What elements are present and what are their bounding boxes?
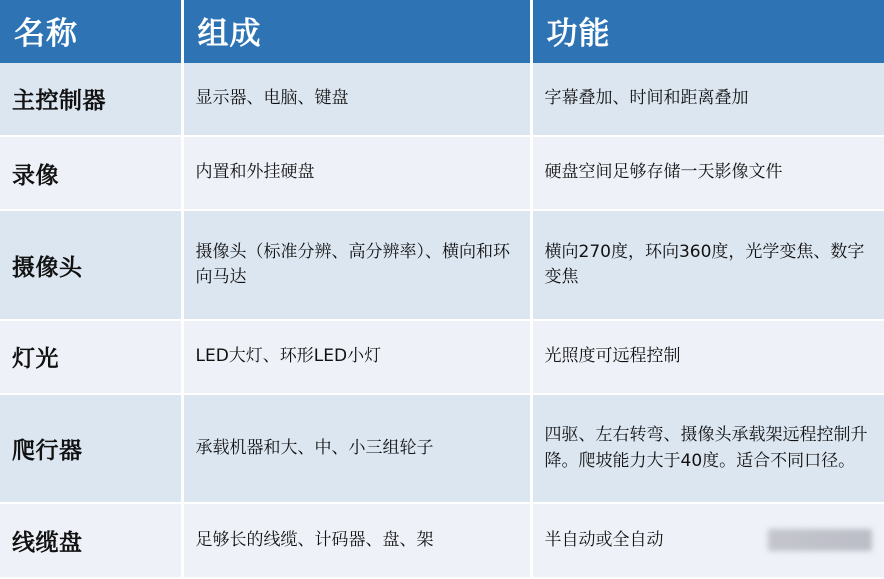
cell-function: 横向270度，环向360度，光学变焦、数字变焦 (531, 210, 884, 319)
table-row (0, 136, 884, 210)
table-row (0, 394, 884, 503)
cell-composition: 显示器、电脑、键盘 (182, 63, 531, 136)
cell-composition: 内置和外挂硬盘 (182, 136, 531, 210)
cell-name: 主控制器 (0, 63, 182, 136)
table-header (0, 0, 884, 63)
cell-name: 线缆盘 (0, 503, 182, 578)
table-body (0, 63, 884, 578)
table-row (0, 63, 884, 136)
cell-name: 灯光 (0, 320, 182, 394)
cell-composition: 摄像头（标准分辨、高分辨率）、横向和环向马达 (182, 210, 531, 319)
cell-function: 字幕叠加、时间和距离叠加 (531, 63, 884, 136)
column-header-name: 名称 (0, 0, 182, 63)
cell-function: 半自动或全自动 (531, 503, 884, 578)
column-header-function: 功能 (531, 0, 884, 63)
cell-composition: 足够长的线缆、计码器、盘、架 (182, 503, 531, 578)
cell-name: 录像 (0, 136, 182, 210)
cell-name: 摄像头 (0, 210, 182, 319)
cell-function: 四驱、左右转弯、摄像头承载架远程控制升降。爬坡能力大于40度。适合不同口径。 (531, 394, 884, 503)
cell-composition: 承载机器和大、中、小三组轮子 (182, 394, 531, 503)
cell-name: 爬行器 (0, 394, 182, 503)
cell-function: 光照度可远程控制 (531, 320, 884, 394)
table-header-row (0, 0, 884, 63)
cell-composition: LED大灯、环形LED小灯 (182, 320, 531, 394)
table-row (0, 503, 884, 578)
column-header-composition: 组成 (182, 0, 531, 63)
table-row (0, 210, 884, 319)
table-row (0, 320, 884, 394)
cell-function: 硬盘空间足够存储一天影像文件 (531, 136, 884, 210)
